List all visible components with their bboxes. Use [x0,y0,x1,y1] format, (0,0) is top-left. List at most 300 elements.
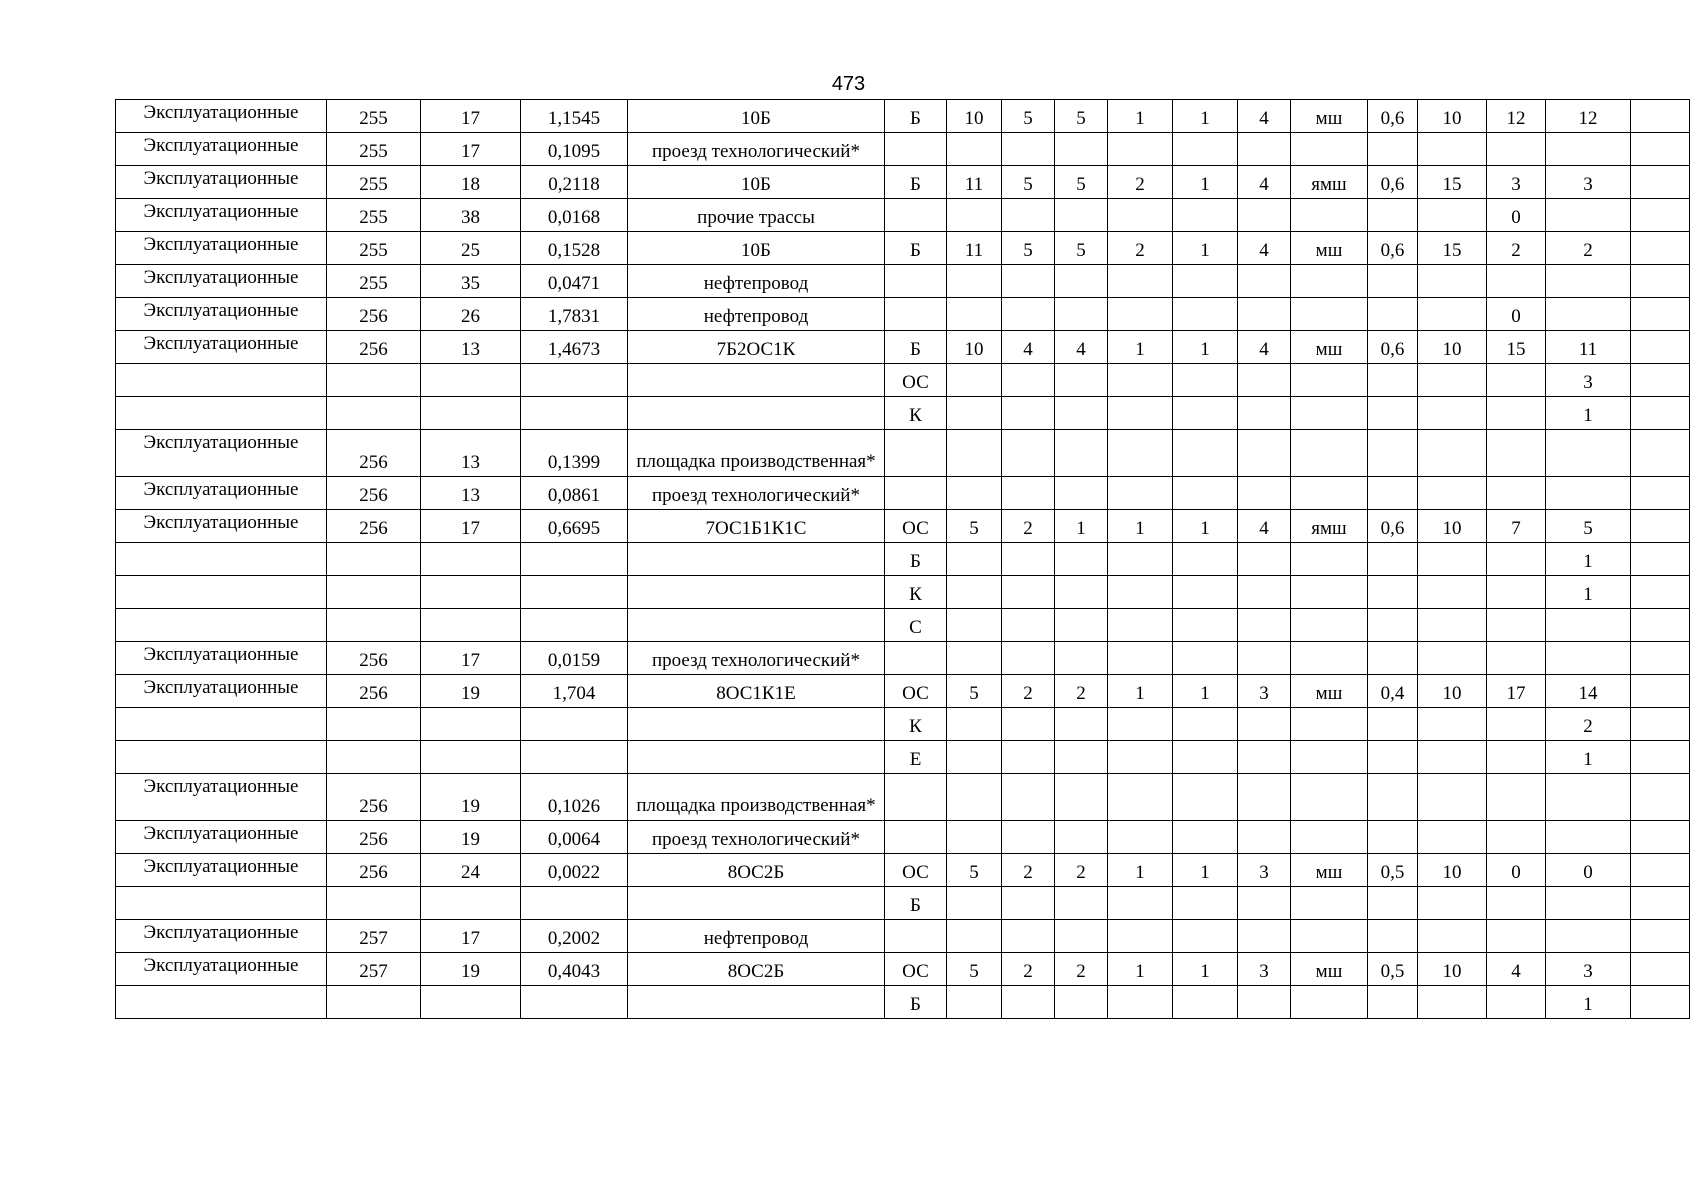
cell-species: ОС [885,364,947,397]
cell-description: 8ОС2Б [628,854,885,887]
table-row [116,232,1690,265]
cell-extra [1631,675,1690,708]
cell-section: 13 [421,331,521,364]
cell-section: 13 [421,430,521,477]
cell-param-e: 4 [1238,166,1291,199]
cell-description: проезд технологический* [628,477,885,510]
cell-stock [1487,708,1546,741]
cell-density [1368,708,1418,741]
table-row [116,430,1690,477]
cell-param-a [1002,298,1055,331]
cell-param-d [1173,265,1238,298]
cell-quarter: 255 [327,265,421,298]
cell-density [1368,642,1418,675]
cell-param-c: 1 [1108,100,1173,133]
cell-param-b: 2 [1055,953,1108,986]
cell-param-c [1108,741,1173,774]
cell-quarter: 256 [327,821,421,854]
cell-stock [1487,543,1546,576]
cell-soil-type [1291,708,1368,741]
cell-area: 0,1026 [521,774,628,821]
cell-section: 17 [421,920,521,953]
cell-category: Эксплуатационные [116,774,327,821]
cell-quarter: 256 [327,675,421,708]
cell-density [1368,576,1418,609]
cell-param-f [1418,609,1487,642]
cell-species-stock: 5 [1546,510,1631,543]
cell-area: 0,6695 [521,510,628,543]
cell-species-stock: 2 [1546,232,1631,265]
cell-param-b [1055,741,1108,774]
table-row [116,166,1690,199]
cell-species [885,642,947,675]
cell-param-f [1418,430,1487,477]
cell-soil-type [1291,887,1368,920]
cell-density [1368,430,1418,477]
cell-species [885,199,947,232]
cell-stock [1487,133,1546,166]
cell-param-e [1238,298,1291,331]
cell-extra [1631,543,1690,576]
cell-age-class: 11 [947,232,1002,265]
cell-area [521,708,628,741]
cell-param-b [1055,543,1108,576]
cell-density [1368,364,1418,397]
cell-param-b [1055,887,1108,920]
cell-param-a [1002,986,1055,1019]
cell-area: 0,2002 [521,920,628,953]
cell-extra [1631,100,1690,133]
cell-area: 1,4673 [521,331,628,364]
cell-species-stock [1546,887,1631,920]
cell-param-f [1418,708,1487,741]
cell-category: Эксплуатационные [116,265,327,298]
cell-category: Эксплуатационные [116,298,327,331]
cell-species: Б [885,100,947,133]
cell-species: К [885,576,947,609]
cell-section: 17 [421,642,521,675]
cell-param-d: 1 [1173,166,1238,199]
cell-soil-type [1291,364,1368,397]
cell-param-c: 1 [1108,510,1173,543]
cell-section: 35 [421,265,521,298]
cell-param-e [1238,642,1291,675]
cell-soil-type [1291,741,1368,774]
cell-section: 19 [421,821,521,854]
cell-species: Б [885,232,947,265]
cell-soil-type: мш [1291,953,1368,986]
cell-species-stock [1546,774,1631,821]
table-row [116,265,1690,298]
cell-quarter [327,887,421,920]
cell-species: Б [885,166,947,199]
cell-description: 10Б [628,100,885,133]
cell-extra [1631,887,1690,920]
cell-section: 26 [421,298,521,331]
cell-param-c [1108,609,1173,642]
cell-category: Эксплуатационные [116,133,327,166]
cell-category: Эксплуатационные [116,199,327,232]
cell-description [628,364,885,397]
cell-species [885,774,947,821]
cell-stock [1487,364,1546,397]
cell-density [1368,821,1418,854]
table-row [116,543,1690,576]
cell-soil-type [1291,397,1368,430]
cell-age-class [947,576,1002,609]
cell-param-e: 4 [1238,510,1291,543]
cell-extra [1631,708,1690,741]
cell-param-e [1238,265,1291,298]
cell-param-a [1002,708,1055,741]
cell-extra [1631,642,1690,675]
cell-species: Б [885,543,947,576]
cell-param-e [1238,920,1291,953]
cell-param-f: 15 [1418,166,1487,199]
cell-stock [1487,821,1546,854]
cell-stock [1487,397,1546,430]
cell-param-d: 1 [1173,100,1238,133]
cell-stock: 7 [1487,510,1546,543]
cell-quarter: 255 [327,100,421,133]
cell-age-class [947,887,1002,920]
table-row [116,774,1690,821]
cell-density: 0,6 [1368,510,1418,543]
cell-param-d [1173,477,1238,510]
cell-species [885,477,947,510]
cell-density: 0,6 [1368,331,1418,364]
cell-section: 19 [421,675,521,708]
cell-param-d [1173,430,1238,477]
cell-param-e [1238,741,1291,774]
cell-soil-type [1291,430,1368,477]
cell-area: 0,0159 [521,642,628,675]
cell-section: 25 [421,232,521,265]
cell-param-e: 3 [1238,953,1291,986]
cell-quarter: 257 [327,920,421,953]
cell-section: 17 [421,133,521,166]
cell-param-f [1418,741,1487,774]
cell-species [885,298,947,331]
cell-age-class: 5 [947,675,1002,708]
cell-area [521,364,628,397]
table-row [116,708,1690,741]
cell-param-d: 1 [1173,232,1238,265]
cell-param-c [1108,708,1173,741]
cell-param-b [1055,708,1108,741]
cell-param-c: 1 [1108,854,1173,887]
cell-param-b [1055,298,1108,331]
cell-description [628,741,885,774]
cell-extra [1631,986,1690,1019]
cell-stock [1487,609,1546,642]
cell-species: С [885,609,947,642]
table-row [116,331,1690,364]
cell-category [116,576,327,609]
cell-area [521,986,628,1019]
cell-age-class [947,986,1002,1019]
cell-param-b: 2 [1055,675,1108,708]
cell-age-class [947,741,1002,774]
cell-area: 0,0861 [521,477,628,510]
cell-stock [1487,265,1546,298]
cell-stock: 0 [1487,199,1546,232]
cell-age-class [947,920,1002,953]
cell-extra [1631,477,1690,510]
cell-stock: 2 [1487,232,1546,265]
cell-param-f: 10 [1418,100,1487,133]
cell-param-f [1418,821,1487,854]
table-row [116,887,1690,920]
cell-extra [1631,510,1690,543]
cell-density: 0,6 [1368,100,1418,133]
cell-category [116,609,327,642]
cell-param-c: 2 [1108,166,1173,199]
cell-age-class [947,708,1002,741]
cell-stock [1487,887,1546,920]
cell-density [1368,477,1418,510]
cell-section: 19 [421,953,521,986]
cell-category: Эксплуатационные [116,920,327,953]
cell-species [885,133,947,166]
cell-extra [1631,821,1690,854]
cell-param-d [1173,133,1238,166]
cell-param-a: 2 [1002,953,1055,986]
cell-param-a [1002,543,1055,576]
cell-quarter: 256 [327,331,421,364]
cell-species-stock [1546,265,1631,298]
table-row [116,854,1690,887]
cell-extra [1631,920,1690,953]
cell-species-stock: 12 [1546,100,1631,133]
cell-param-f: 10 [1418,510,1487,543]
cell-param-c [1108,543,1173,576]
cell-density: 0,5 [1368,953,1418,986]
cell-extra [1631,576,1690,609]
cell-age-class: 10 [947,331,1002,364]
cell-category [116,708,327,741]
cell-age-class [947,642,1002,675]
table-row [116,397,1690,430]
cell-param-e [1238,821,1291,854]
cell-param-f [1418,364,1487,397]
cell-param-e: 3 [1238,675,1291,708]
cell-quarter: 257 [327,953,421,986]
cell-param-f: 10 [1418,854,1487,887]
cell-section [421,986,521,1019]
cell-param-d [1173,920,1238,953]
cell-category: Эксплуатационные [116,510,327,543]
cell-species-stock [1546,133,1631,166]
cell-species: Б [885,986,947,1019]
cell-area: 0,1528 [521,232,628,265]
cell-description [628,576,885,609]
cell-age-class [947,774,1002,821]
cell-param-a [1002,133,1055,166]
cell-extra [1631,854,1690,887]
cell-section [421,609,521,642]
cell-soil-type: ямш [1291,166,1368,199]
cell-param-e [1238,774,1291,821]
cell-param-b [1055,397,1108,430]
cell-stock: 15 [1487,331,1546,364]
table-body [116,100,1690,1019]
cell-quarter: 256 [327,854,421,887]
cell-age-class [947,133,1002,166]
cell-area: 1,1545 [521,100,628,133]
cell-param-c [1108,133,1173,166]
cell-param-a [1002,774,1055,821]
cell-quarter [327,986,421,1019]
cell-quarter [327,364,421,397]
cell-soil-type [1291,298,1368,331]
cell-extra [1631,199,1690,232]
cell-description: проезд технологический* [628,642,885,675]
table-row [116,510,1690,543]
cell-stock: 4 [1487,953,1546,986]
cell-density [1368,774,1418,821]
cell-stock: 17 [1487,675,1546,708]
cell-species-stock [1546,609,1631,642]
cell-age-class [947,364,1002,397]
cell-quarter [327,741,421,774]
cell-param-d [1173,986,1238,1019]
cell-section [421,708,521,741]
cell-soil-type: мш [1291,232,1368,265]
cell-param-d: 1 [1173,331,1238,364]
cell-quarter: 255 [327,133,421,166]
cell-stock [1487,642,1546,675]
cell-description: прочие трассы [628,199,885,232]
cell-area [521,887,628,920]
cell-param-e: 4 [1238,100,1291,133]
cell-param-a [1002,741,1055,774]
cell-param-b [1055,986,1108,1019]
cell-param-a: 5 [1002,232,1055,265]
cell-param-f [1418,920,1487,953]
cell-quarter: 256 [327,642,421,675]
cell-age-class: 5 [947,510,1002,543]
cell-area: 0,1399 [521,430,628,477]
cell-stock: 0 [1487,854,1546,887]
cell-age-class [947,397,1002,430]
cell-param-d [1173,642,1238,675]
cell-param-a [1002,887,1055,920]
cell-param-f [1418,576,1487,609]
cell-density: 0,5 [1368,854,1418,887]
cell-category [116,887,327,920]
cell-species: ОС [885,510,947,543]
cell-category [116,986,327,1019]
cell-param-b [1055,821,1108,854]
cell-param-b [1055,576,1108,609]
cell-description [628,887,885,920]
cell-param-a [1002,397,1055,430]
cell-param-b [1055,477,1108,510]
cell-param-b [1055,133,1108,166]
cell-description: 10Б [628,166,885,199]
cell-description: 8ОС1К1Е [628,675,885,708]
cell-description: 7Б2ОС1К [628,331,885,364]
cell-species-stock: 3 [1546,364,1631,397]
cell-param-d [1173,887,1238,920]
cell-param-b [1055,920,1108,953]
table-row [116,953,1690,986]
cell-category: Эксплуатационные [116,166,327,199]
cell-param-b: 5 [1055,232,1108,265]
table-row [116,675,1690,708]
cell-quarter: 256 [327,430,421,477]
cell-param-d: 1 [1173,510,1238,543]
cell-soil-type: мш [1291,854,1368,887]
cell-quarter [327,708,421,741]
cell-param-a [1002,364,1055,397]
cell-param-c [1108,298,1173,331]
cell-area: 1,704 [521,675,628,708]
cell-param-b [1055,774,1108,821]
cell-stock: 12 [1487,100,1546,133]
cell-age-class: 5 [947,953,1002,986]
cell-param-b [1055,642,1108,675]
table-row [116,199,1690,232]
cell-param-e [1238,543,1291,576]
cell-param-f [1418,986,1487,1019]
cell-quarter [327,397,421,430]
cell-density: 0,4 [1368,675,1418,708]
cell-species: ОС [885,675,947,708]
cell-species-stock: 11 [1546,331,1631,364]
cell-extra [1631,331,1690,364]
cell-category [116,364,327,397]
cell-stock [1487,741,1546,774]
cell-param-d [1173,397,1238,430]
cell-species-stock: 1 [1546,986,1631,1019]
forest-inventory-table [115,99,1690,1019]
table-row [116,298,1690,331]
cell-stock [1487,430,1546,477]
cell-soil-type [1291,821,1368,854]
cell-param-f [1418,477,1487,510]
cell-density [1368,298,1418,331]
cell-param-b: 2 [1055,854,1108,887]
cell-species: Б [885,331,947,364]
cell-area [521,576,628,609]
cell-section: 17 [421,510,521,543]
cell-category: Эксплуатационные [116,430,327,477]
cell-soil-type [1291,986,1368,1019]
cell-extra [1631,232,1690,265]
cell-section: 18 [421,166,521,199]
cell-species-stock: 1 [1546,397,1631,430]
cell-description [628,543,885,576]
cell-param-e [1238,708,1291,741]
cell-param-d [1173,821,1238,854]
table-row [116,920,1690,953]
cell-stock [1487,986,1546,1019]
cell-soil-type [1291,774,1368,821]
cell-age-class [947,477,1002,510]
forest-inventory-table-container [115,99,1689,1019]
cell-quarter: 255 [327,199,421,232]
cell-soil-type [1291,477,1368,510]
cell-param-a [1002,920,1055,953]
cell-param-d [1173,298,1238,331]
table-row [116,133,1690,166]
cell-age-class [947,821,1002,854]
cell-param-f: 10 [1418,953,1487,986]
cell-section [421,576,521,609]
cell-category: Эксплуатационные [116,821,327,854]
